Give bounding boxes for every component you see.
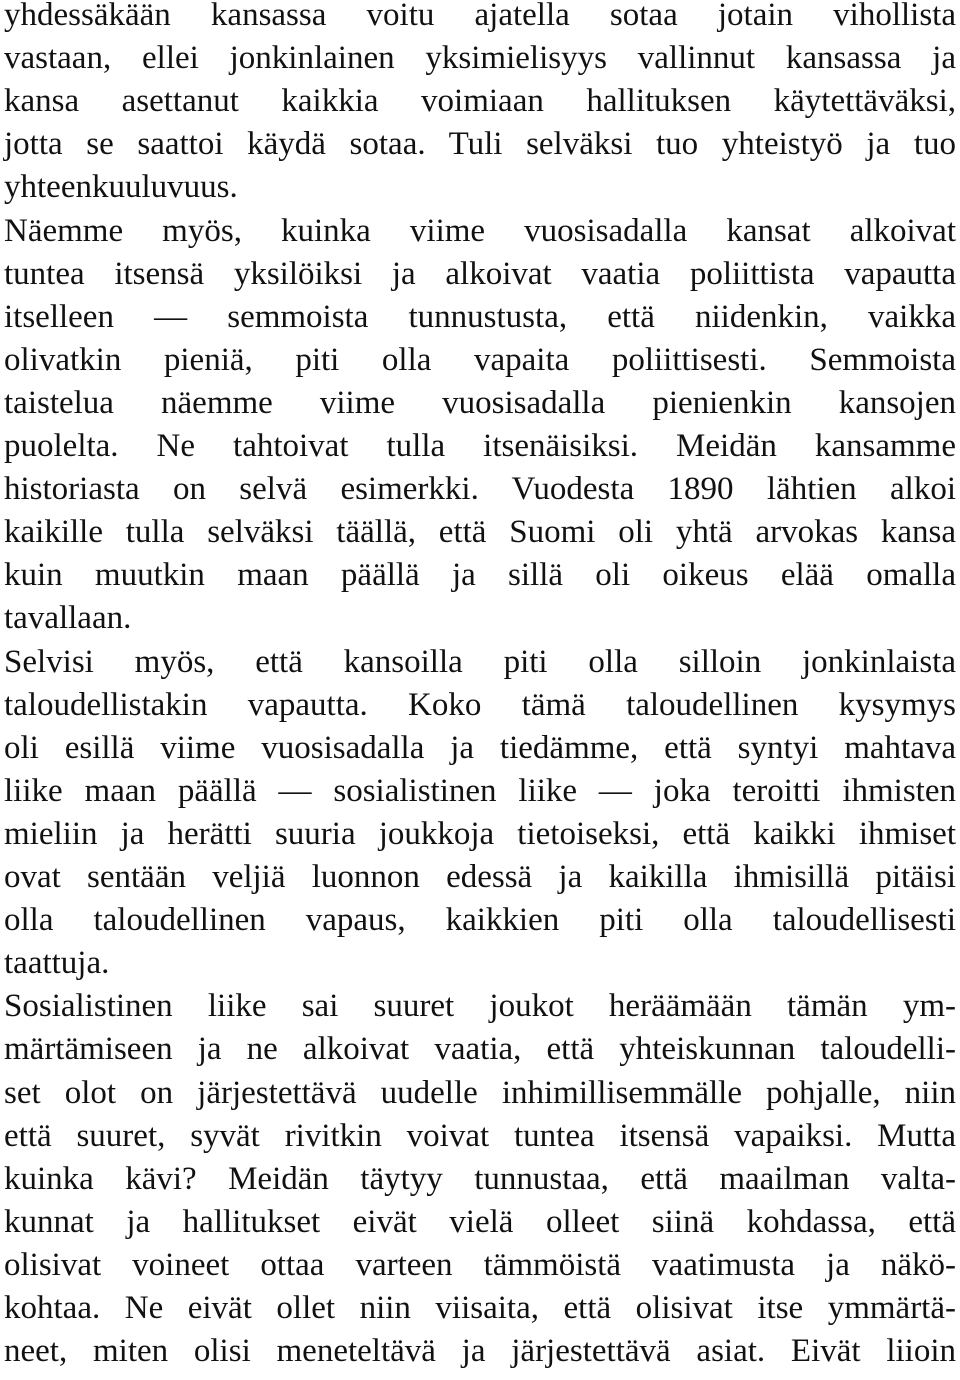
text-line: puolelta. Ne tahtoivat tulla itsenäisiksi. Meidän kansamme [4, 428, 956, 464]
text-line: set olot on järjestettävä uudelle inhimillisemmälle pohjalle, niin [4, 1074, 956, 1111]
text-line: taistelua näemme viime vuosisadalla pienienkin kansojen [4, 384, 956, 421]
text-line: vastaan, ellei jonkinlainen yksimielisyys vallinnut kansassa ja [4, 40, 956, 77]
text-line: oli esillä viime vuosisadalla ja tiedämme, että syntyi mahtava [4, 729, 956, 766]
text-line: tavallaan. [4, 600, 132, 637]
text-line: jotta se saattoi käydä sotaa. Tuli selväksi tuo yhteistyö ja tuo [4, 126, 956, 163]
text-line: taloudellistakin vapautta. Koko tämä taloudellinen kysymys [4, 686, 956, 723]
text-line: yhdessäkään kansassa voitu ajatella sotaa jotain vihollista [4, 0, 956, 33]
text-line: kuin muutkin maan päällä ja sillä oli oikeus elää omalla [4, 557, 956, 594]
text-line: taattuja. [4, 945, 110, 982]
text-line: olisivat voineet ottaa varteen tämmöistä vaatimusta ja näkö- [4, 1246, 956, 1283]
text-line: olla taloudellinen vapaus, kaikkien piti olla taloudellisesti [4, 902, 956, 939]
text-line: ovat sentään veljiä luonnon edessä ja kaikilla ihmisillä pitäisi [4, 859, 956, 895]
text-line: että suuret, syvät rivitkin voivat tuntea itsensä vapaiksi. Mutta [4, 1117, 956, 1154]
text-line: mieliin ja herätti suuria joukkoja tietoiseksi, että kaikki ihmiset [4, 815, 956, 852]
text-line: liike maan päällä — sosialistinen liike — joka teroitti ihmisten [4, 772, 956, 809]
text-line: kunnat ja hallitukset eivät vielä olleet siinä kohdassa, että [4, 1203, 956, 1240]
text-line: Sosialistinen liike sai suuret joukot heräämään tämän ym- [4, 988, 956, 1025]
text-line: neet, miten olisi meneteltävä ja järjestettävä asiat. Eivät liioin [4, 1333, 956, 1370]
text-line: kansa asettanut kaikkia voimiaan hallituksen käytettäväksi, [4, 83, 956, 120]
text-line: itselleen — semmoista tunnustusta, että niidenkin, vaikka [4, 298, 956, 335]
text-line: kohtaa. Ne eivät ollet niin viisaita, että olisivat itse ymmärtä- [4, 1290, 956, 1326]
text-line: yhteenkuuluvuus. [4, 169, 238, 206]
text-line: tuntea itsensä yksilöiksi ja alkoivat vaatia poliittista vapautta [4, 255, 956, 292]
text-line: Selvisi myös, että kansoilla piti olla silloin jonkinlaista [4, 643, 956, 680]
text-line: kaikille tulla selväksi täällä, että Suomi oli yhtä arvokas kansa [4, 514, 956, 551]
text-line: historiasta on selvä esimerkki. Vuodesta 1890 lähtien alkoi [4, 471, 956, 508]
text-line: märtämiseen ja ne alkoivat vaatia, että yhteiskunnan taloudelli- [4, 1031, 956, 1068]
text-line: olivatkin pieniä, piti olla vapaita poliittisesti. Semmoista [4, 341, 956, 378]
text-line: Näemme myös, kuinka viime vuosisadalla kansat alkoivat [4, 212, 956, 249]
text-line: kuinka kävi? Meidän täytyy tunnustaa, että maailman valta- [4, 1160, 956, 1197]
